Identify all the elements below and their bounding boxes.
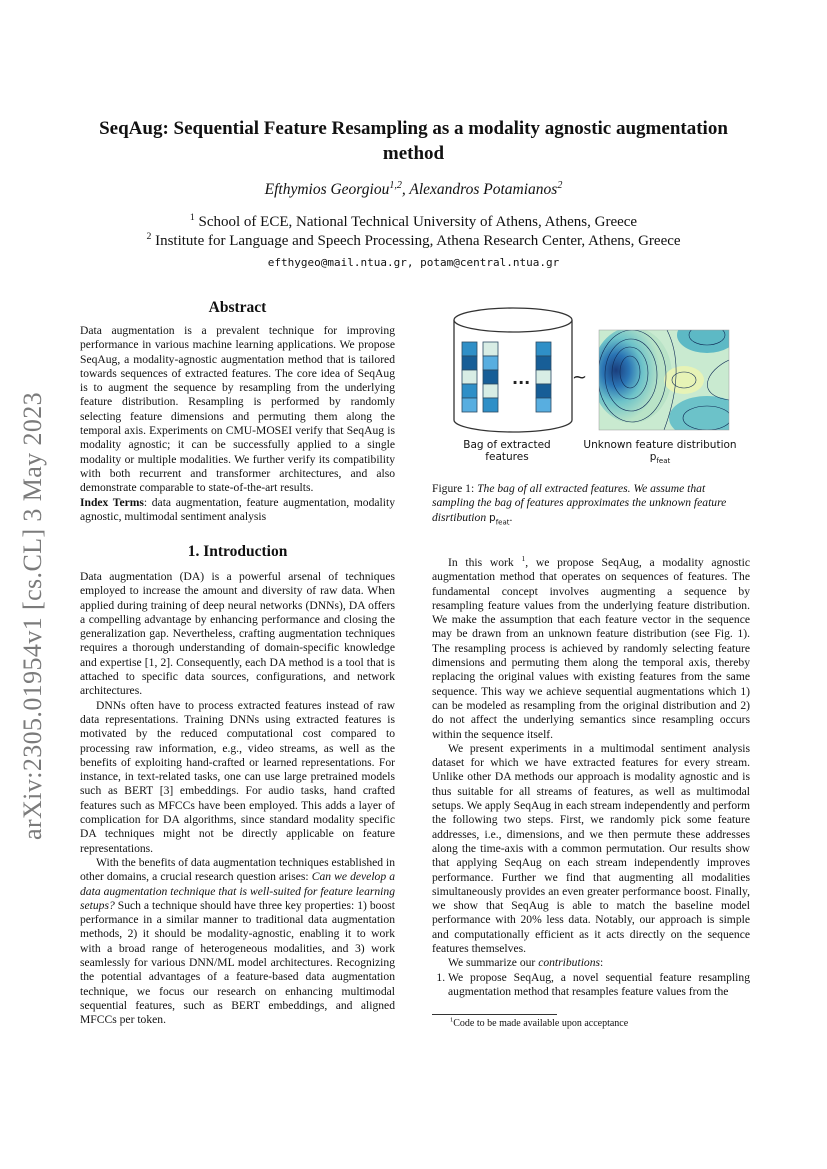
intro-heading: 1. Introduction <box>187 543 288 560</box>
right-paragraph-2: We present experiments in a multimodal sentiment analysis dataset for which we have extracted features for every stream. Unlike other DA methods our approach is modality agnostic and is thus suitable for all streams of features, as well as multimodal setups. We apply SeqAug in each stream independently and perform the following two steps. First, we randomly pick some feature addresses, i.e., dimensions, and we then permute these addresses along the time-axis with a common permutation. Our results show that applying SeqAug on each stream independently improves performance. Further we find that augmenting all modalities simultaneously provides an even greater performance boost. Finally, we show that SeqAug is able to match the baseline model performance with 20% less data. Notably, our approach is simple and computationally efficient as it acts directly on the sequence features themselves. <box>432 741 750 956</box>
abstract-text: Data augmentation is a prevalent technique for improving performance in various machine learning applications. We propose SeqAug, a modality-agnostic augmentation method that is tailored towards sequences of extracted features. The core idea of SeqAug is to augment the sequence by resampling from the underlying feature distribution. Resampling is performed by randomly selecting feature dimensions and permuting them along the temporal axis. Experiments on CMU-MOSEI verify that SeqAug is modality agnostic; it can be successfully applied to a single modality or multiple modalities. We further verify its compatibility with both recurrent and transformer architectures, and also demonstrate comparable to state-of-the-art results. <box>80 324 395 495</box>
index-terms <box>80 496 395 525</box>
right-p1-end: , we propose SeqAug, a modality agnostic augmentation method that operates on sequences of features. The fundamental concept involves augmenting a sequence by resampling feature values from the underlying feature distribution. We make the assumption that each feature vector in the sequence may be drawn from an unknown feature distribution (see Fig. 1). The resampling process is achieved by randomly selecting feature dimensions and permuting them along the temporal axis, thereby replacing the original values with existing features from the same sequence. This way we achieve sequential augmentations which 1) can be modeled as resampling from the original distribution and 2) do not affect the underlying semantics since resampling occurs within the sequence itself. <box>432 556 750 741</box>
feature-vector-n <box>536 342 551 412</box>
title-line-2: method <box>382 143 445 164</box>
arxiv-sidebar-id: arXiv:2305.01954v1 [cs.CL] 3 May 2023 <box>18 391 47 840</box>
intro-paragraph-2: DNNs often have to process extracted features instead of raw data representations. Training DNNs using extracted features is motivated by the reduced computational cost compared to processing raw information, e.g., video streams, as well as the benefits of exploiting hand-crafted or learned representations. For instance, in text-related tasks, one can use large pretrained models such as BERT [3] embeddings. For audio tasks, hand crafted features such as MFCCs have been employed. This adds a layer of complication for DA algorithms, since standard modality specific DA techniques might not be directly applicable on feature representations. <box>80 698 395 855</box>
bag-label-line-1: Bag of extracted <box>463 439 551 451</box>
right-paragraph-1 <box>432 556 750 742</box>
caption-prefix: Figure 1: <box>432 482 478 495</box>
caption-p-symbol: p <box>489 511 496 524</box>
caption-p-subscript: feat <box>495 517 510 526</box>
title-line-1: SeqAug: Sequential Feature Resampling as a modality agnostic augmentation <box>99 118 728 139</box>
footnote-divider <box>432 1014 557 1015</box>
affil-2-mark: 2 <box>146 231 152 242</box>
bag-label-line-2: features <box>485 451 529 463</box>
affil-2-text: Institute for Language and Speech Processing, Athena Research Center, Athens, Greece <box>151 233 681 249</box>
author-1-affil: 1,2 <box>389 179 402 191</box>
figure-1-caption <box>432 482 750 529</box>
author-emails: efthygeo@mail.ntua.gr, potam@central.ntua.gr <box>267 256 560 269</box>
intro-p3-start: With the benefits of data augmentation techniques established in other domains, a crucial research question arises: <box>80 855 395 884</box>
footnote <box>450 1018 750 1029</box>
ellipsis: ... <box>512 369 531 388</box>
distribution-label-line-1: Unknown feature distribution <box>583 439 737 451</box>
footnote-text: Code to be made available upon acceptance <box>453 1018 629 1029</box>
contributions-word: contributions <box>538 956 601 970</box>
author-2-affil: 2 <box>557 179 563 191</box>
feature-vector-1 <box>462 342 477 412</box>
abstract-block <box>80 324 395 524</box>
authors <box>0 181 827 199</box>
author-1: Efthymios Georgiou <box>264 181 390 198</box>
right-paragraph-3 <box>432 956 750 970</box>
caption-text: The bag of all extracted features. We assume that sampling the bag of features approximates the unknown feature disrtibution <box>432 482 727 524</box>
contribution-item-1: 1. We propose SeqAug, a novel sequential feature resampling augmentation method that resamples feature values from the <box>448 971 750 1000</box>
distribution-label <box>580 439 740 465</box>
contributions-list <box>432 971 750 1000</box>
footnote-marker: 1 <box>521 554 526 564</box>
paper-title <box>0 116 827 166</box>
intro-paragraph-1: Data augmentation (DA) is a powerful arsenal of techniques employed to increase the amount and diversity of raw data. When applied during training of deep neural networks (DNNs), DA offers a compelling advantage by enhancing performance and closing the generalization gap. Nevertheless, crafting augmentation techniques requires a thorough understanding of domain-specific knowledge and expertise [1, 2]. Consequently, each DA method is a tool that is attached to specific data sources, configurations, and network architectures. <box>80 570 395 698</box>
intro-p3-end: Such a technique should have three key properties: 1) boost performance in a similar manner to traditional data augmentation methods, 2) it should be modality-agnostic, enabling it to work with a broad range of heterogeneous modalities, and 3) work seamlessly for various DNN/ML model architectures. Recognizing the potential advantages of a feature-based data augmentation technique, we focus our research on enhancing multimodal sequential features, such as BERT embeddings, and aligned MFCCs per token. <box>80 898 395 1027</box>
research-question: Can we develop a data augmentation technique that is well-suited for feature learning setups? <box>80 870 396 912</box>
intro-paragraph-3 <box>80 856 395 1028</box>
footnote-number: 1 <box>450 1016 454 1024</box>
author-2: , Alexandros Potamianos <box>401 181 558 198</box>
p-symbol: p <box>649 451 657 463</box>
right-p1-start: In this work <box>448 556 522 569</box>
p-subscript: feat <box>656 457 671 466</box>
approx-tilde: ~ <box>572 367 588 388</box>
distribution-contour-plot <box>592 317 745 440</box>
affil-1-mark: 1 <box>189 212 195 223</box>
affiliation-2 <box>0 233 827 250</box>
right-p3-end: : <box>600 956 604 970</box>
caption-end: . <box>509 510 513 524</box>
abstract-heading: Abstract <box>208 299 267 316</box>
bag-label <box>452 439 562 463</box>
distribution-label-line-2 <box>580 451 740 465</box>
right-column-body <box>432 556 750 999</box>
right-p3-start: We summarize our <box>448 956 539 970</box>
feature-vector-2 <box>483 342 498 412</box>
index-terms-label: Index Terms <box>80 495 144 509</box>
intro-body <box>80 570 395 1028</box>
affiliation-1 <box>0 214 827 231</box>
affil-1-text: School of ECE, National Technical University of Athens, Athens, Greece <box>194 214 638 230</box>
index-terms-text: : data augmentation, feature augmentation, modality agnostic, multimodal sentiment analysis <box>80 495 395 523</box>
